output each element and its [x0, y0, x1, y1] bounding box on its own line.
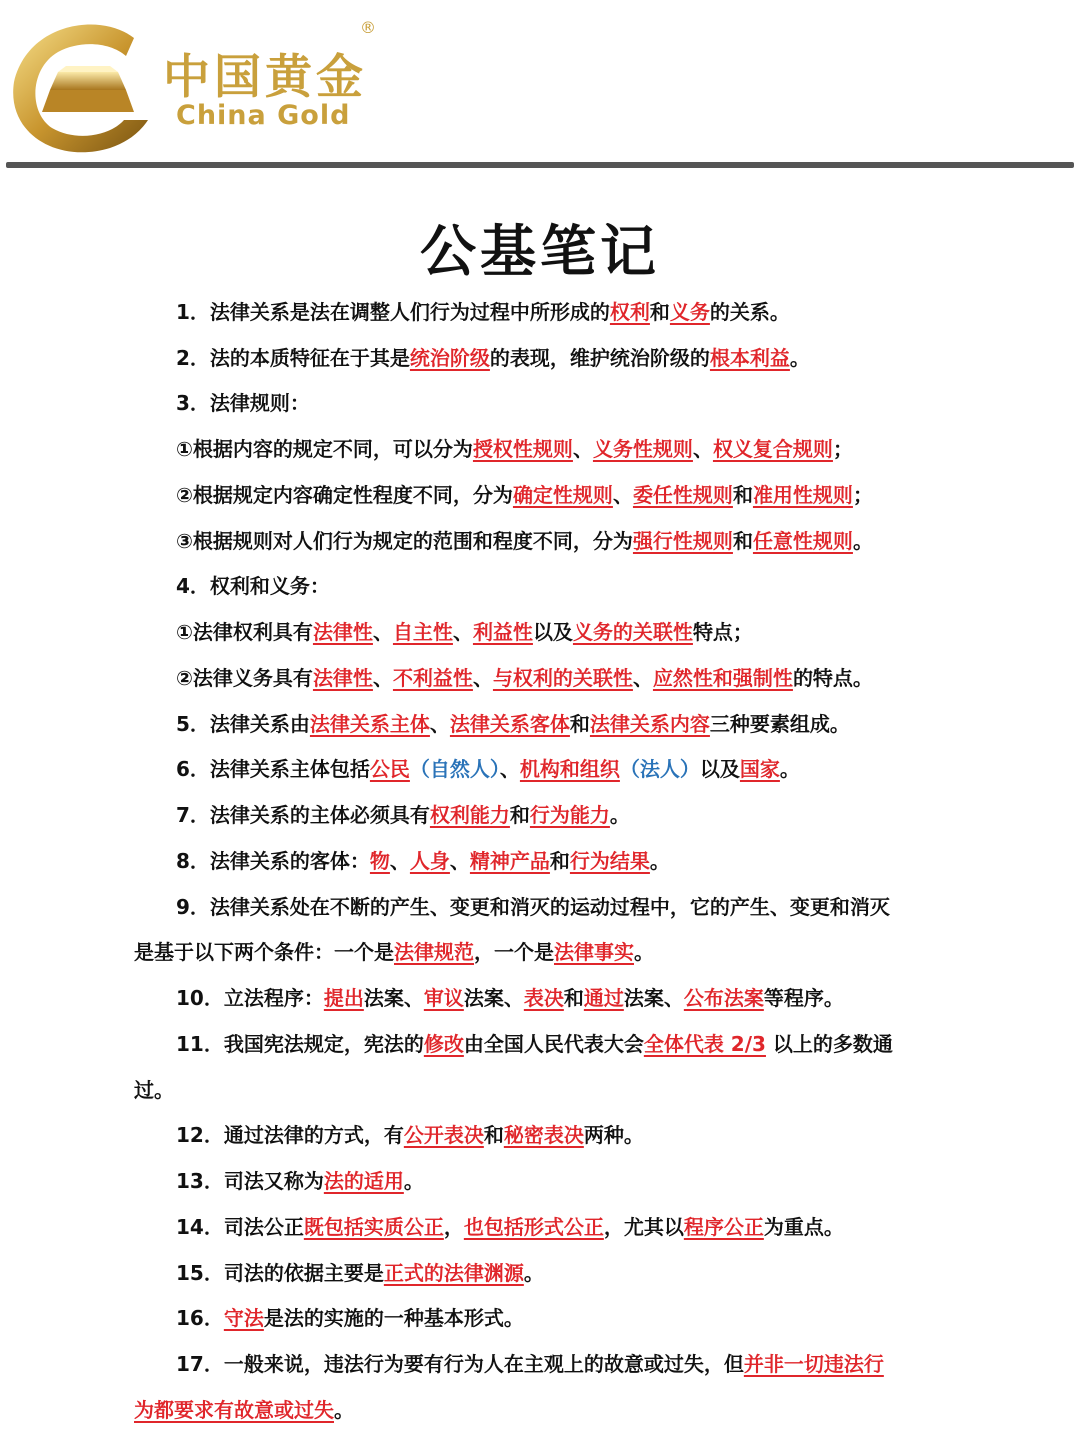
note-text: 8．法律关系的客体：: [176, 849, 370, 873]
key-term: 授权性规则: [472, 437, 573, 461]
key-term: 提出: [323, 986, 364, 1010]
china-gold-logo-icon: [6, 16, 156, 156]
note-text: ②根据规定内容确定性程度不同，分为: [176, 483, 513, 507]
note-text: 三种要素组成。: [709, 712, 850, 736]
note-line: [176, 710, 850, 738]
note-line: [176, 801, 630, 829]
note-text: ①法律权利具有: [176, 620, 313, 644]
note-text: 、: [499, 757, 520, 781]
note-text: 、: [372, 620, 393, 644]
annotation: （法人）: [619, 757, 700, 781]
note-text: 、: [472, 666, 493, 690]
note-text: 的关系。: [709, 300, 790, 324]
note-line: [176, 1259, 544, 1287]
key-term: 任意性规则: [752, 529, 853, 553]
note-text: 两种。: [583, 1123, 644, 1147]
note-line: [176, 344, 810, 372]
key-term: 义务性规则: [592, 437, 693, 461]
key-term: 权利能力: [429, 803, 510, 827]
note-text: 、: [429, 712, 450, 736]
key-term: 程序公正: [683, 1215, 764, 1239]
note-text: 、: [692, 437, 713, 461]
note-text: 。: [852, 529, 873, 553]
note-text: 11．我国宪法规定，宪法的: [176, 1032, 424, 1056]
note-text: 。: [789, 346, 810, 370]
key-term: 委任性规则: [632, 483, 733, 507]
key-term: 根本利益: [709, 346, 790, 370]
note-line: [176, 893, 890, 921]
key-term: 与权利的关联性: [492, 666, 633, 690]
key-term: 法律性: [312, 666, 373, 690]
note-text: 、: [389, 849, 410, 873]
page-title: 公基笔记: [420, 220, 660, 285]
note-text: ，尤其以: [603, 1215, 684, 1239]
note-text: ；: [832, 437, 853, 461]
note-text: 4．权利和义务：: [176, 574, 330, 598]
key-term: 守法: [223, 1306, 264, 1330]
note-line: [176, 435, 853, 463]
note-text: 过。: [134, 1078, 174, 1102]
brand-name-cn: 中国黄金: [163, 50, 367, 105]
note-text: ②法律义务具有: [176, 666, 313, 690]
note-line: [176, 618, 753, 646]
note-text: 法案、: [363, 986, 424, 1010]
key-term: 国家: [739, 757, 780, 781]
key-term: 修改: [423, 1032, 464, 1056]
note-text: 15．司法的依据主要是: [176, 1261, 384, 1285]
note-text: 12．通过法律的方式，有: [176, 1123, 404, 1147]
note-text: ①根据内容的规定不同，可以分为: [176, 437, 473, 461]
key-term: 审议: [423, 986, 464, 1010]
note-line: [176, 1121, 644, 1149]
note-line: [176, 984, 844, 1012]
note-text: 。: [779, 757, 800, 781]
note-line: [176, 1030, 893, 1058]
note-line: [176, 664, 873, 692]
note-text: 和: [649, 300, 670, 324]
header: [0, 0, 1080, 170]
key-term: 权义复合规则: [712, 437, 833, 461]
note-text: 。: [634, 940, 654, 964]
key-term: 强行性规则: [632, 529, 733, 553]
note-text: 。: [609, 803, 630, 827]
key-term: 法律事实: [554, 940, 634, 964]
note-line: [176, 1350, 884, 1378]
header-divider: [6, 162, 1074, 168]
note-line: [134, 1076, 174, 1104]
key-term: 法的适用: [323, 1169, 404, 1193]
key-term: 法律关系客体: [449, 712, 570, 736]
note-text: 。: [523, 1261, 544, 1285]
key-term: 准用性规则: [752, 483, 853, 507]
note-text: 、: [632, 666, 653, 690]
note-text: 3．法律规则：: [176, 391, 310, 415]
note-text: 和: [483, 1123, 504, 1147]
note-text: 5．法律关系由: [176, 712, 310, 736]
note-text: ，: [443, 1215, 464, 1239]
note-text: 14．司法公正: [176, 1215, 304, 1239]
note-text: 、: [572, 437, 593, 461]
key-term: 人身: [409, 849, 450, 873]
note-text: 为重点。: [763, 1215, 844, 1239]
key-term: 也包括形式公正: [463, 1215, 604, 1239]
note-line: [176, 1167, 424, 1195]
note-text: 2．法的本质特征在于其是: [176, 346, 410, 370]
note-text: 以及: [532, 620, 573, 644]
key-term: 权利: [609, 300, 650, 324]
note-line: [176, 572, 330, 600]
note-text: 法案、: [623, 986, 684, 1010]
key-term: 物: [369, 849, 390, 873]
note-text: 和: [732, 483, 753, 507]
key-term: 公开表决: [403, 1123, 484, 1147]
key-term: 通过: [583, 986, 624, 1010]
note-text: 由全国人民代表大会: [463, 1032, 644, 1056]
key-term: 并非一切违法行: [743, 1352, 884, 1376]
note-text: 10．立法程序：: [176, 986, 324, 1010]
key-term: 法律关系主体: [309, 712, 430, 736]
key-term: 秘密表决: [503, 1123, 584, 1147]
key-term: 法律规范: [394, 940, 474, 964]
note-text: 和: [549, 849, 570, 873]
key-term: 为都要求有故意或过失: [134, 1398, 334, 1422]
note-text: 16．: [176, 1306, 224, 1330]
note-text: 7．法律关系的主体必须具有: [176, 803, 430, 827]
note-text: 的表现，维护统治阶级的: [489, 346, 710, 370]
note-text: 1．法律关系是法在调整人们行为过程中所形成的: [176, 300, 610, 324]
note-line: [176, 527, 873, 555]
note-text: 。: [334, 1398, 354, 1422]
note-text: 和: [569, 712, 590, 736]
note-text: 的特点。: [792, 666, 873, 690]
key-term: 既包括实质公正: [303, 1215, 444, 1239]
note-text: ③根据规则对人们行为规定的范围和程度不同，分为: [176, 529, 633, 553]
note-text: 法案、: [463, 986, 524, 1010]
key-term: 自主性: [392, 620, 453, 644]
note-line: [176, 847, 670, 875]
note-text: 等程序。: [763, 986, 844, 1010]
registered-mark: ®: [360, 18, 376, 37]
key-term: 法律性: [312, 620, 373, 644]
note-text: 。: [649, 849, 670, 873]
key-term: 行为结果: [569, 849, 650, 873]
note-text: 。: [403, 1169, 424, 1193]
key-term: 表决: [523, 986, 564, 1010]
key-term: 义务: [669, 300, 710, 324]
key-term: 公布法案: [683, 986, 764, 1010]
key-term: 统治阶级: [409, 346, 490, 370]
note-text: ；: [852, 483, 873, 507]
key-term: 义务的关联性: [572, 620, 693, 644]
note-text: 是法的实施的一种基本形式。: [263, 1306, 524, 1330]
key-term: 不利益性: [392, 666, 473, 690]
note-text: 和: [563, 986, 584, 1010]
note-line: [176, 389, 310, 417]
note-text: 和: [509, 803, 530, 827]
key-term: 机构和组织: [519, 757, 620, 781]
note-text: 、: [372, 666, 393, 690]
key-term: 公民: [369, 757, 410, 781]
key-term: 确定性规则: [512, 483, 613, 507]
key-term: 利益性: [472, 620, 533, 644]
note-text: 13．司法又称为: [176, 1169, 324, 1193]
brand-name-en: China Gold: [176, 100, 351, 131]
note-text: 以上的多数通: [765, 1032, 893, 1056]
note-text: 、: [612, 483, 633, 507]
note-text: 、: [449, 849, 470, 873]
key-term: 全体代表 2/3: [643, 1032, 766, 1056]
note-text: 和: [732, 529, 753, 553]
key-term: 精神产品: [469, 849, 550, 873]
key-term: 正式的法律渊源: [383, 1261, 524, 1285]
note-line: [176, 298, 790, 326]
key-term: 行为能力: [529, 803, 610, 827]
note-line: [176, 1304, 524, 1332]
annotation: （自然人）: [409, 757, 500, 781]
note-text: 、: [452, 620, 473, 644]
note-text: 9．法律关系处在不断的产生、变更和消灭的运动过程中，它的产生、变更和消灭: [176, 895, 890, 919]
note-line: [176, 755, 800, 783]
note-line: [176, 1213, 844, 1241]
key-term: 应然性和强制性: [652, 666, 793, 690]
note-line: [176, 481, 873, 509]
note-text: 是基于以下两个条件：一个是: [134, 940, 394, 964]
note-line: [134, 1396, 354, 1424]
note-text: 17．一般来说，违法行为要有行为人在主观上的故意或过失，但: [176, 1352, 744, 1376]
key-term: 法律关系内容: [589, 712, 710, 736]
note-line: [134, 938, 654, 966]
note-text: 6．法律关系主体包括: [176, 757, 370, 781]
note-text: 以及: [699, 757, 740, 781]
note-text: 特点；: [692, 620, 753, 644]
note-text: ，一个是: [474, 940, 554, 964]
